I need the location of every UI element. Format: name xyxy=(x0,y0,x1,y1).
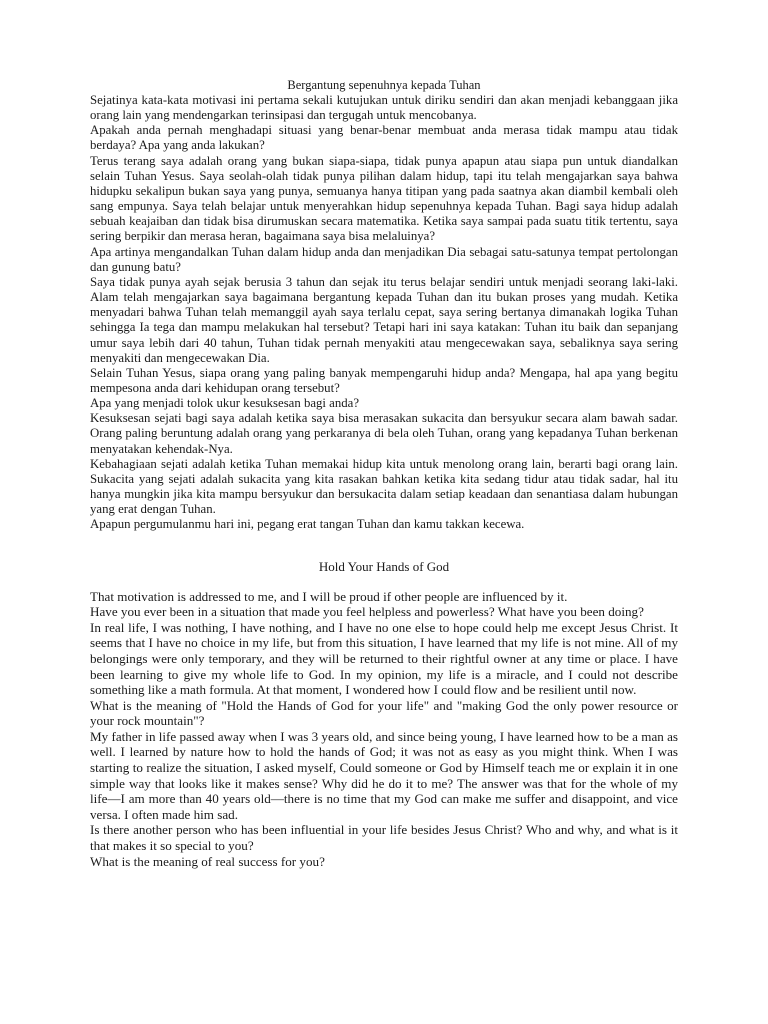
english-paragraph: In real life, I was nothing, I have nothing, and I have no one else to hope could help me except Jesus Christ. It seems that I have no choice in my life, but from this situation, I have learned that my life is not mine. All of my belongings were only temporary, and they will be returned to their rightful owner at any time or place. I have been learning to give my whole life to God. In my opinion, my life is a miracle, and I could not describe something like a math formula. At that moment, I wondered how I could flow and be resilient until now. xyxy=(90,619,678,698)
indonesian-body xyxy=(90,93,678,533)
indonesian-paragraph: Apa artinya mengandalkan Tuhan dalam hidup anda dan menjadikan Dia sebagai satu-satunya tempat pertolongan dan gunung batu? xyxy=(90,244,678,274)
english-paragraph: Is there another person who has been influential in your life besides Jesus Christ? Who and why, and what is it that makes it so special to you? xyxy=(90,822,678,854)
english-paragraph: What is the meaning of "Hold the Hands of God for your life" and "making God the only power resource or your rock mountain"? xyxy=(90,697,678,729)
document-page xyxy=(90,78,678,869)
indonesian-paragraph: Apakah anda pernah menghadapi situasi yang benar-benar membuat anda merasa tidak mampu atau tidak berdaya? Apa yang anda lakukan? xyxy=(90,123,678,153)
indonesian-paragraph: Terus terang saya adalah orang yang bukan siapa-siapa, tidak punya apapun atau siapa pun untuk diandalkan selain Tuhan Yesus. Saya seolah-olah tidak punya pilihan dalam hidup, tapi itu telah mengajarkan saya bahwa hidupku sekalipun bukan saya yang punya, semuanya hanya titipan yang pada saatnya akan diambil kembali oleh sang empunya. Saya telah belajar untuk menyerahkan hidup sepenuhnya kepada Tuhan. Bagi saya hidup adalah sebuah keajaiban dan tidak bisa dirumuskan secara matematika. Ketika saya sampai pada suatu titik tertentu, saya sering berpikir dan merasa heran, bagaimana saya bisa melaluinya? xyxy=(90,153,678,244)
indonesian-paragraph: Apa yang menjadi tolok ukur kesuksesan bagi anda? xyxy=(90,396,360,411)
english-paragraph: My father in life passed away when I was 3 years old, and since being young, I have learned how to be a man as well. I learned by nature how to hold the hands of God; it was not as easy as you might think. When I was starting to realize the situation, I asked myself, Could someone or God by Himself teach me or explain it in one simple way that looks like it makes sense? Why did he do it to me? The answer was that for the whole of my life—I am more than 40 years old—there is no time that my God can make me suffer and disappoint, and vice versa. I often made him sad. xyxy=(90,728,678,822)
indonesian-title: Bergantung sepenuhnya kepada Tuhan xyxy=(287,78,481,92)
english-body xyxy=(90,589,678,870)
english-paragraph: Have you ever been in a situation that made you feel helpless and powerless? What have you been doing? xyxy=(90,604,644,620)
indonesian-paragraph: Sejatinya kata-kata motivasi ini pertama sekali kutujukan untuk diriku sendiri dan akan menjadi kebanggaan jika orang lain yang mendengarkan terinsipasi dan tergugah untuk mencobanya. xyxy=(90,93,678,123)
indonesian-paragraph: Kesuksesan sejati bagi saya adalah ketika saya bisa merasakan sukacita dan bersyukur secara alam bawah sadar. Orang paling beruntung adalah orang yang perkaranya di bela oleh Tuhan, orang yang kepadanya Tuhan berkenan menyatakan kehendak-Nya. xyxy=(90,411,678,456)
indonesian-paragraph: Selain Tuhan Yesus, siapa orang yang paling banyak mempengaruhi hidup anda? Mengapa, hal apa yang begitu mempesona anda dari kehidupan orang tersebut? xyxy=(90,365,678,395)
english-title: Hold Your Hands of God xyxy=(318,558,450,574)
english-paragraph: That motivation is addressed to me, and I will be proud if other people are influenced by it. xyxy=(90,588,568,604)
indonesian-paragraph: Apapun pergumulanmu hari ini, pegang erat tangan Tuhan dan kamu takkan kecewa. xyxy=(90,517,525,532)
indonesian-paragraph: Kebahagiaan sejati adalah ketika Tuhan memakai hidup kita untuk menolong orang lain, berarti bagi orang lain. Sukacita yang sejati adalah sukacita yang kita rasakan bahkan ketika kita sedang tidur atau tidak sadar, hal itu hanya mungkin jika kita mampu bersyukur dan bersukacita dalam setiap keadaan dan senantiasa dalam hubungan yang erat dengan Tuhan. xyxy=(90,456,678,517)
english-paragraph: What is the meaning of real success for you? xyxy=(90,853,325,869)
indonesian-paragraph: Saya tidak punya ayah sejak berusia 3 tahun dan sejak itu terus belajar sendiri untuk menjadi seorang laki-laki. Alam telah mengajarkan saya bagaimana bergantung kepada Tuhan dan itu bukan proses yang mudah. Ketika menyadari bahwa Tuhan telah memanggil ayah saya terlalu cepat, saya sering bertanya dimanakah logika Tuhan sehingga Ia tega dan mampu melakukan hal tersebut? Tetapi hari ini saya katakan: Tuhan itu baik dan sepanjang umur saya lebih dari 40 tahun, Tuhan tidak pernah menyakiti atau mengecewakan saya, sebaliknya saya sering menyakiti dan mengecewakan Dia. xyxy=(90,274,678,365)
